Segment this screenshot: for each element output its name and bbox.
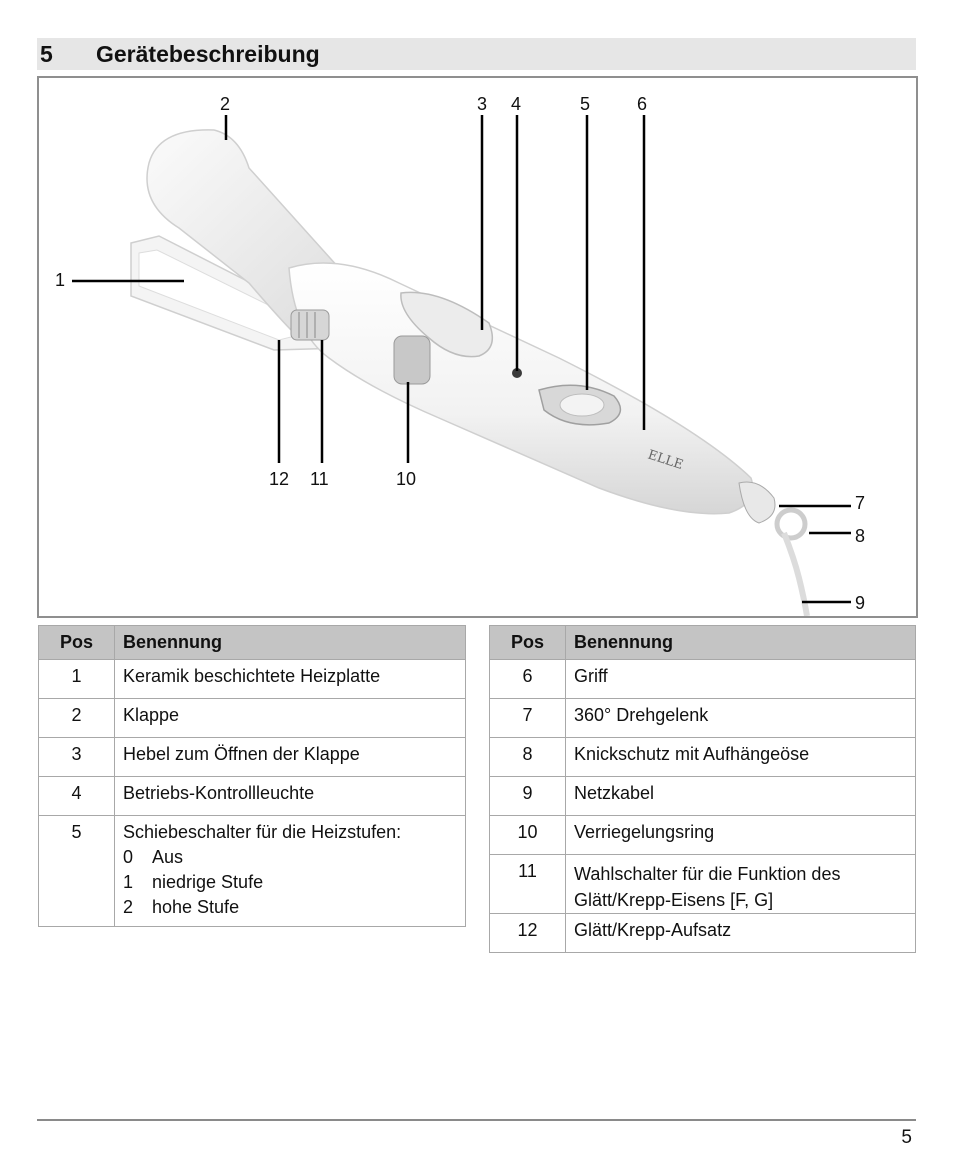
sub-key: 2: [123, 897, 134, 917]
section-header: [37, 38, 916, 70]
callout-8: 8: [855, 526, 866, 546]
row-pos: 4: [39, 777, 115, 816]
row-pos: 9: [490, 777, 566, 816]
row-pos: 7: [490, 699, 566, 738]
row-name-cell: [115, 816, 466, 927]
table-row: [39, 738, 466, 777]
row-name: Wahlschalter für die Funktion des Glätt/Krepp-Eisens [F, G]: [566, 855, 916, 914]
header-pos: Pos: [39, 626, 115, 660]
table-row: [39, 699, 466, 738]
table-row: [490, 660, 916, 699]
row-name: Netzkabel: [566, 777, 916, 816]
section-number: 5: [40, 41, 53, 67]
page-number: 5: [901, 1127, 912, 1148]
table-row: [39, 816, 466, 927]
parts-table-right: [489, 625, 916, 953]
row-name: Knickschutz mit Aufhängeöse: [566, 738, 916, 777]
callout-4: 4: [511, 94, 522, 114]
sub-item: [123, 847, 465, 868]
parts-table-left: [38, 625, 466, 927]
header-pos: Pos: [490, 626, 566, 660]
sub-key: 0: [123, 847, 134, 867]
sub-value: niedrige Stufe: [152, 872, 264, 892]
header-name: Benennung: [566, 626, 916, 660]
row-pos: 6: [490, 660, 566, 699]
table-row: [490, 914, 916, 953]
footer-divider: [37, 1119, 916, 1121]
table-row: [490, 738, 916, 777]
row-pos: 5: [39, 816, 115, 927]
row-pos: 10: [490, 816, 566, 855]
callout-7: 7: [855, 493, 866, 513]
section-title: Gerätebeschreibung: [96, 41, 320, 67]
table-row: [39, 777, 466, 816]
callout-1: 1: [55, 270, 66, 290]
callout-6: 6: [637, 94, 648, 114]
table-row: [39, 660, 466, 699]
row-name: Hebel zum Öffnen der Klappe: [115, 738, 466, 777]
sub-value: hohe Stufe: [152, 897, 240, 917]
table-row: [490, 699, 916, 738]
row-pos: 3: [39, 738, 115, 777]
hair-iron-illustration: [39, 78, 916, 616]
table-row: [490, 777, 916, 816]
header-name: Benennung: [115, 626, 466, 660]
row-name: Betriebs-Kontrollleuchte: [115, 777, 466, 816]
row-pos: 2: [39, 699, 115, 738]
row-pos: 12: [490, 914, 566, 953]
sub-item: [123, 897, 465, 918]
table-row: [490, 855, 916, 914]
sub-item: [123, 872, 465, 893]
device-figure: [37, 76, 918, 618]
table-header-row: [490, 626, 916, 660]
callout-5: 5: [580, 94, 591, 114]
row-name: Glätt/Krepp-Aufsatz: [566, 914, 916, 953]
callout-3: 3: [477, 94, 488, 114]
row-name: Keramik beschichtete Heizplatte: [115, 660, 466, 699]
row-pos: 1: [39, 660, 115, 699]
sub-value: Aus: [152, 847, 184, 867]
table-row: [490, 816, 916, 855]
brand-mark: ELLE: [645, 447, 685, 474]
row-name: Verriegelungsring: [566, 816, 916, 855]
sub-key: 1: [123, 872, 134, 892]
row-name: Klappe: [115, 699, 466, 738]
table-header-row: [39, 626, 466, 660]
callout-9: 9: [855, 593, 866, 613]
row-name: Schiebeschalter für die Heizstufen:: [123, 822, 402, 842]
row-pos: 8: [490, 738, 566, 777]
callout-11: 11: [310, 469, 329, 489]
callout-12: 12: [269, 469, 290, 489]
callout-2: 2: [220, 94, 231, 114]
callout-10: 10: [396, 469, 417, 489]
row-pos: 11: [490, 855, 566, 914]
row-name: 360° Drehgelenk: [566, 699, 916, 738]
row-name: Griff: [566, 660, 916, 699]
